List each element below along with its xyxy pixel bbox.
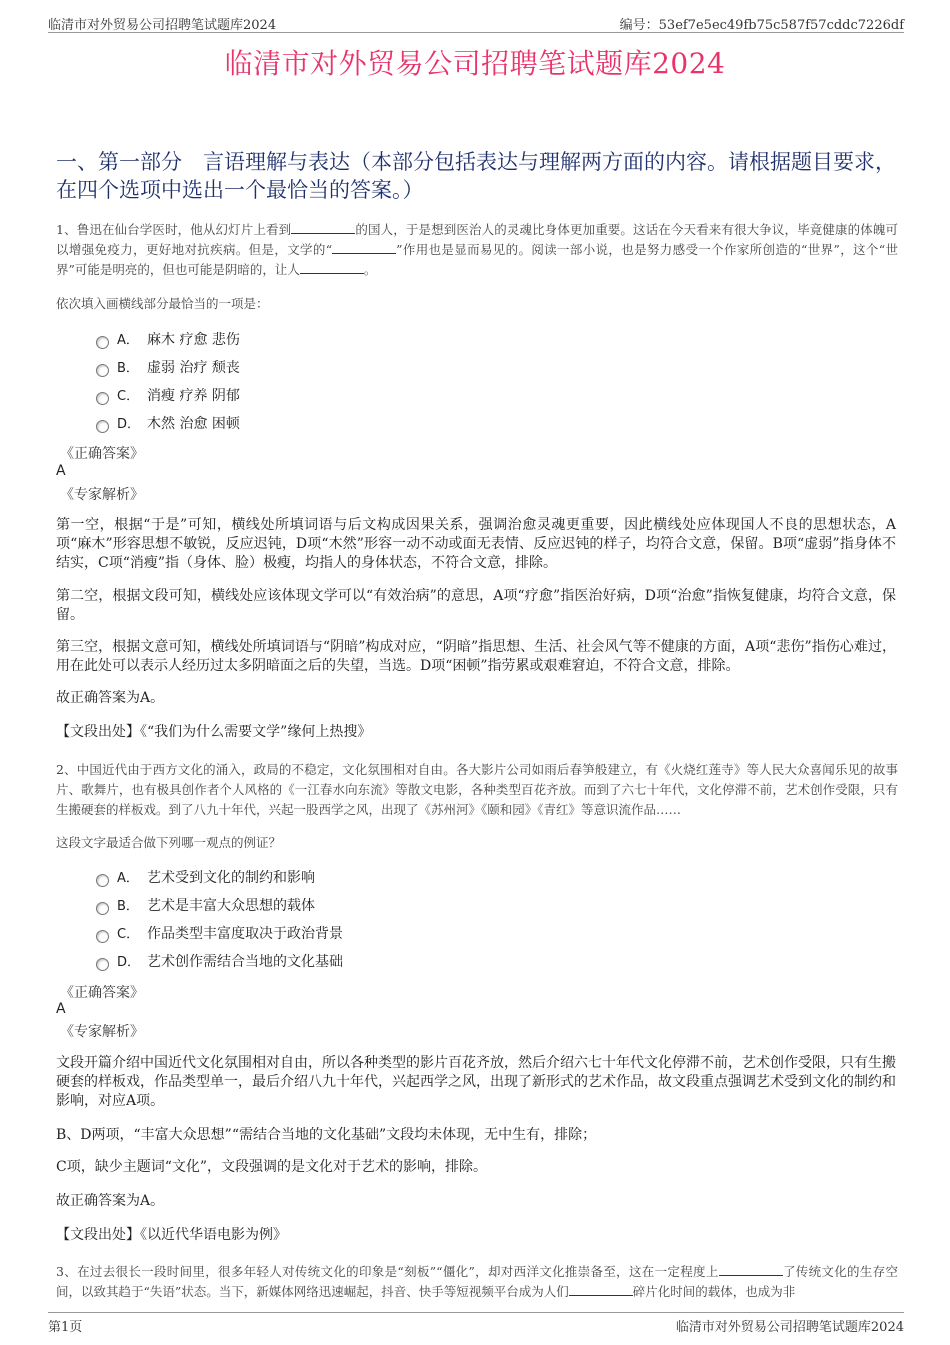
fill-blank [569,1283,633,1296]
q1-analysis-label: 《专家解析》 [60,487,144,503]
q2-answer-label: 《正确答案》 [60,985,144,1001]
q2-analysis-1: 文段开篇介绍中国近代文化氛围相对自由，所以各种类型的影片百花齐放，然后介绍六七十年代文化停滞不前，艺术创作受限，只有生搬硬套的样板戏，作品类型单一，最后介绍八九十年代，兴起西学之风，出现了新形式的艺术作品，故文段重点强调艺术受到文化的制约和影响，对应A项。 [56,1055,896,1109]
option-key: A． [117,333,139,348]
question-2-text: 2、中国近代由于西方文化的涌入，政局的不稳定，文化氛围相对自由。各大影片公司如雨后春笋般建立，有《火烧红莲寺》等人民大众喜闻乐见的故事片、歌舞片，也有极具创作者个人风格的《一江春水向东流》等散文电影，各种类型百花齐放。而到了六七十年代，文化停滞不前，艺术创作受限，只有生搬硬套的样板戏。到了八九十年代，兴起一股西学之风，出现了《苏州河》《颐和园》《青红》等意识流作品…… [56,762,898,817]
question-2-prompt: 这段文字最适合做下列哪一观点的例证？ [56,835,282,850]
q3-part-1: 3、在过去很长一段时间里，很多年轻人对传统文化的印象是“刻板”“僵化”，却对西洋文化推崇备至，这在一定程度上 [56,1264,719,1279]
option-key: B． [117,361,139,376]
q1-answer-label: 《正确答案》 [60,446,144,462]
fill-blank [300,261,364,274]
radio-icon[interactable] [96,336,109,349]
option-key: C． [117,389,140,404]
option-text: 虚弱 治疗 颓丧 [147,360,240,376]
question-3-text [56,1262,898,1302]
q1-source: 【文段出处】《“我们为什么需要文学”缘何上热搜》 [56,724,372,740]
page-header [48,12,904,33]
q1-option-c[interactable] [96,386,240,406]
option-key: B． [117,899,139,914]
option-key: A． [117,871,139,886]
option-text: 木然 治愈 困顿 [147,416,240,432]
header-doc-title: 临清市对外贸易公司招聘笔试题库2024 [48,18,277,33]
q2-analysis-2: B、D两项，“丰富大众思想”“需结合当地的文化基础”文段均未体现，无中生有，排除； [56,1127,597,1143]
section-heading: 一、第一部分 言语理解与表达（本部分包括表达与理解两方面的内容。请根据题目要求，在四个选项中选出一个最恰当的答案。） [56,150,896,202]
radio-icon[interactable] [96,902,109,915]
q1-analysis-4: 故正确答案为A。 [56,690,165,706]
radio-icon[interactable] [96,958,109,971]
q1-answer: A [56,463,66,479]
q2-option-d[interactable] [96,952,343,972]
q1-analysis-2: 第二空，根据文段可知，横线处应该体现文学可以“有效治病”的意思，A项“疗愈”指医治好病，D项“治愈”指恢复健康，均符合文意，保留。 [56,588,896,623]
radio-icon[interactable] [96,420,109,433]
q1-part-1: 1、鲁迅在仙台学医时，他从幻灯片上看到 [56,222,292,237]
q2-analysis-label: 《专家解析》 [60,1024,144,1040]
q2-source: 【文段出处】《以近代华语电影为例》 [56,1227,287,1243]
q1-part-2: 的国人，于是想到医治人的灵魂比身体更加重要。这话在今天看来有很大争议，毕竟健康的体魄可以增强免疫力，更好地对抗疾病。但是，文学的“ [56,222,898,257]
q2-analysis-3: C项，缺少主题词“文化”，文段强调的是文化对于艺术的影响，排除。 [56,1159,488,1175]
option-key: D． [117,417,141,432]
q1-option-b[interactable] [96,358,240,378]
q1-analysis-1: 第一空，根据“于是”可知，横线处所填词语与后文构成因果关系，强调治愈灵魂更重要，因此横线处应体现国人不良的思想状态，A项“麻木”形容思想不敏锐，反应迟钝，D项“木然”形容一动不动或面无表情、反应迟钝的样子，均符合文意，保留。B项“虚弱”指身体不结实，C项“消瘦”指（身体、脸）极瘦，均指人的身体状态，不符合文意，排除。 [56,517,896,571]
q1-part-3: ”作用也是显而易见的。阅读一部小说，也是努力感受一个作家所创造的“世界”，这个“世界”可能是明亮的，但也可能是阴暗的，让人 [56,242,898,277]
option-key: D． [117,955,141,970]
q1-analysis-3: 第三空，根据文意可知，横线处所填词语与“阴暗”构成对应，“阴暗”指思想、生活、社会风气等不健康的方面，A项“悲伤”指伤心难过，用在此处可以表示人经历过太多阴暗面之后的失望，当选。D项“困顿”指劳累或艰难窘迫，不符合文意，排除。 [56,639,896,674]
option-text: 艺术是丰富大众思想的载体 [147,898,315,914]
q3-part-3: 碎片化时间的载体，也成为非 [632,1284,796,1299]
option-text: 作品类型丰富度取决于政治背景 [147,926,343,942]
footer-doc-title: 临清市对外贸易公司招聘笔试题库2024 [675,1320,904,1335]
question-1-prompt: 依次填入画横线部分最恰当的一项是： [56,296,269,311]
fill-blank [719,1263,783,1276]
option-text: 艺术创作需结合当地的文化基础 [147,954,343,970]
q2-option-c[interactable] [96,924,343,944]
option-text: 艺术受到文化的制约和影响 [147,870,315,886]
radio-icon[interactable] [96,392,109,405]
q1-option-a[interactable] [96,330,240,350]
fill-blank [332,241,396,254]
q2-option-a[interactable] [96,868,315,888]
q2-option-b[interactable] [96,896,315,916]
option-text: 麻木 疗愈 悲伤 [147,332,240,348]
q1-part-4: 。 [363,262,377,277]
q3-part-2: 了传统文化的生存空间，以致其趋于“失语”状态。当下，新媒体网络迅速崛起，抖音、快手等短视频平台成为人们 [56,1264,898,1299]
header-doc-id: 编号：53ef7e5ec49fb75c587f57cddc7226df [619,18,904,33]
radio-icon[interactable] [96,874,109,887]
fill-blank [291,221,355,234]
question-1-text [56,220,898,280]
page-footer [48,1312,904,1333]
option-key: C． [117,927,140,942]
radio-icon[interactable] [96,930,109,943]
page-title: 临清市对外贸易公司招聘笔试题库2024 [224,47,726,80]
q2-analysis-4: 故正确答案为A。 [56,1193,165,1209]
page-number: 第1页 [48,1320,83,1335]
q2-answer: A [56,1001,66,1017]
q1-option-d[interactable] [96,414,240,434]
radio-icon[interactable] [96,364,109,377]
option-text: 消瘦 疗养 阴郁 [147,388,240,404]
